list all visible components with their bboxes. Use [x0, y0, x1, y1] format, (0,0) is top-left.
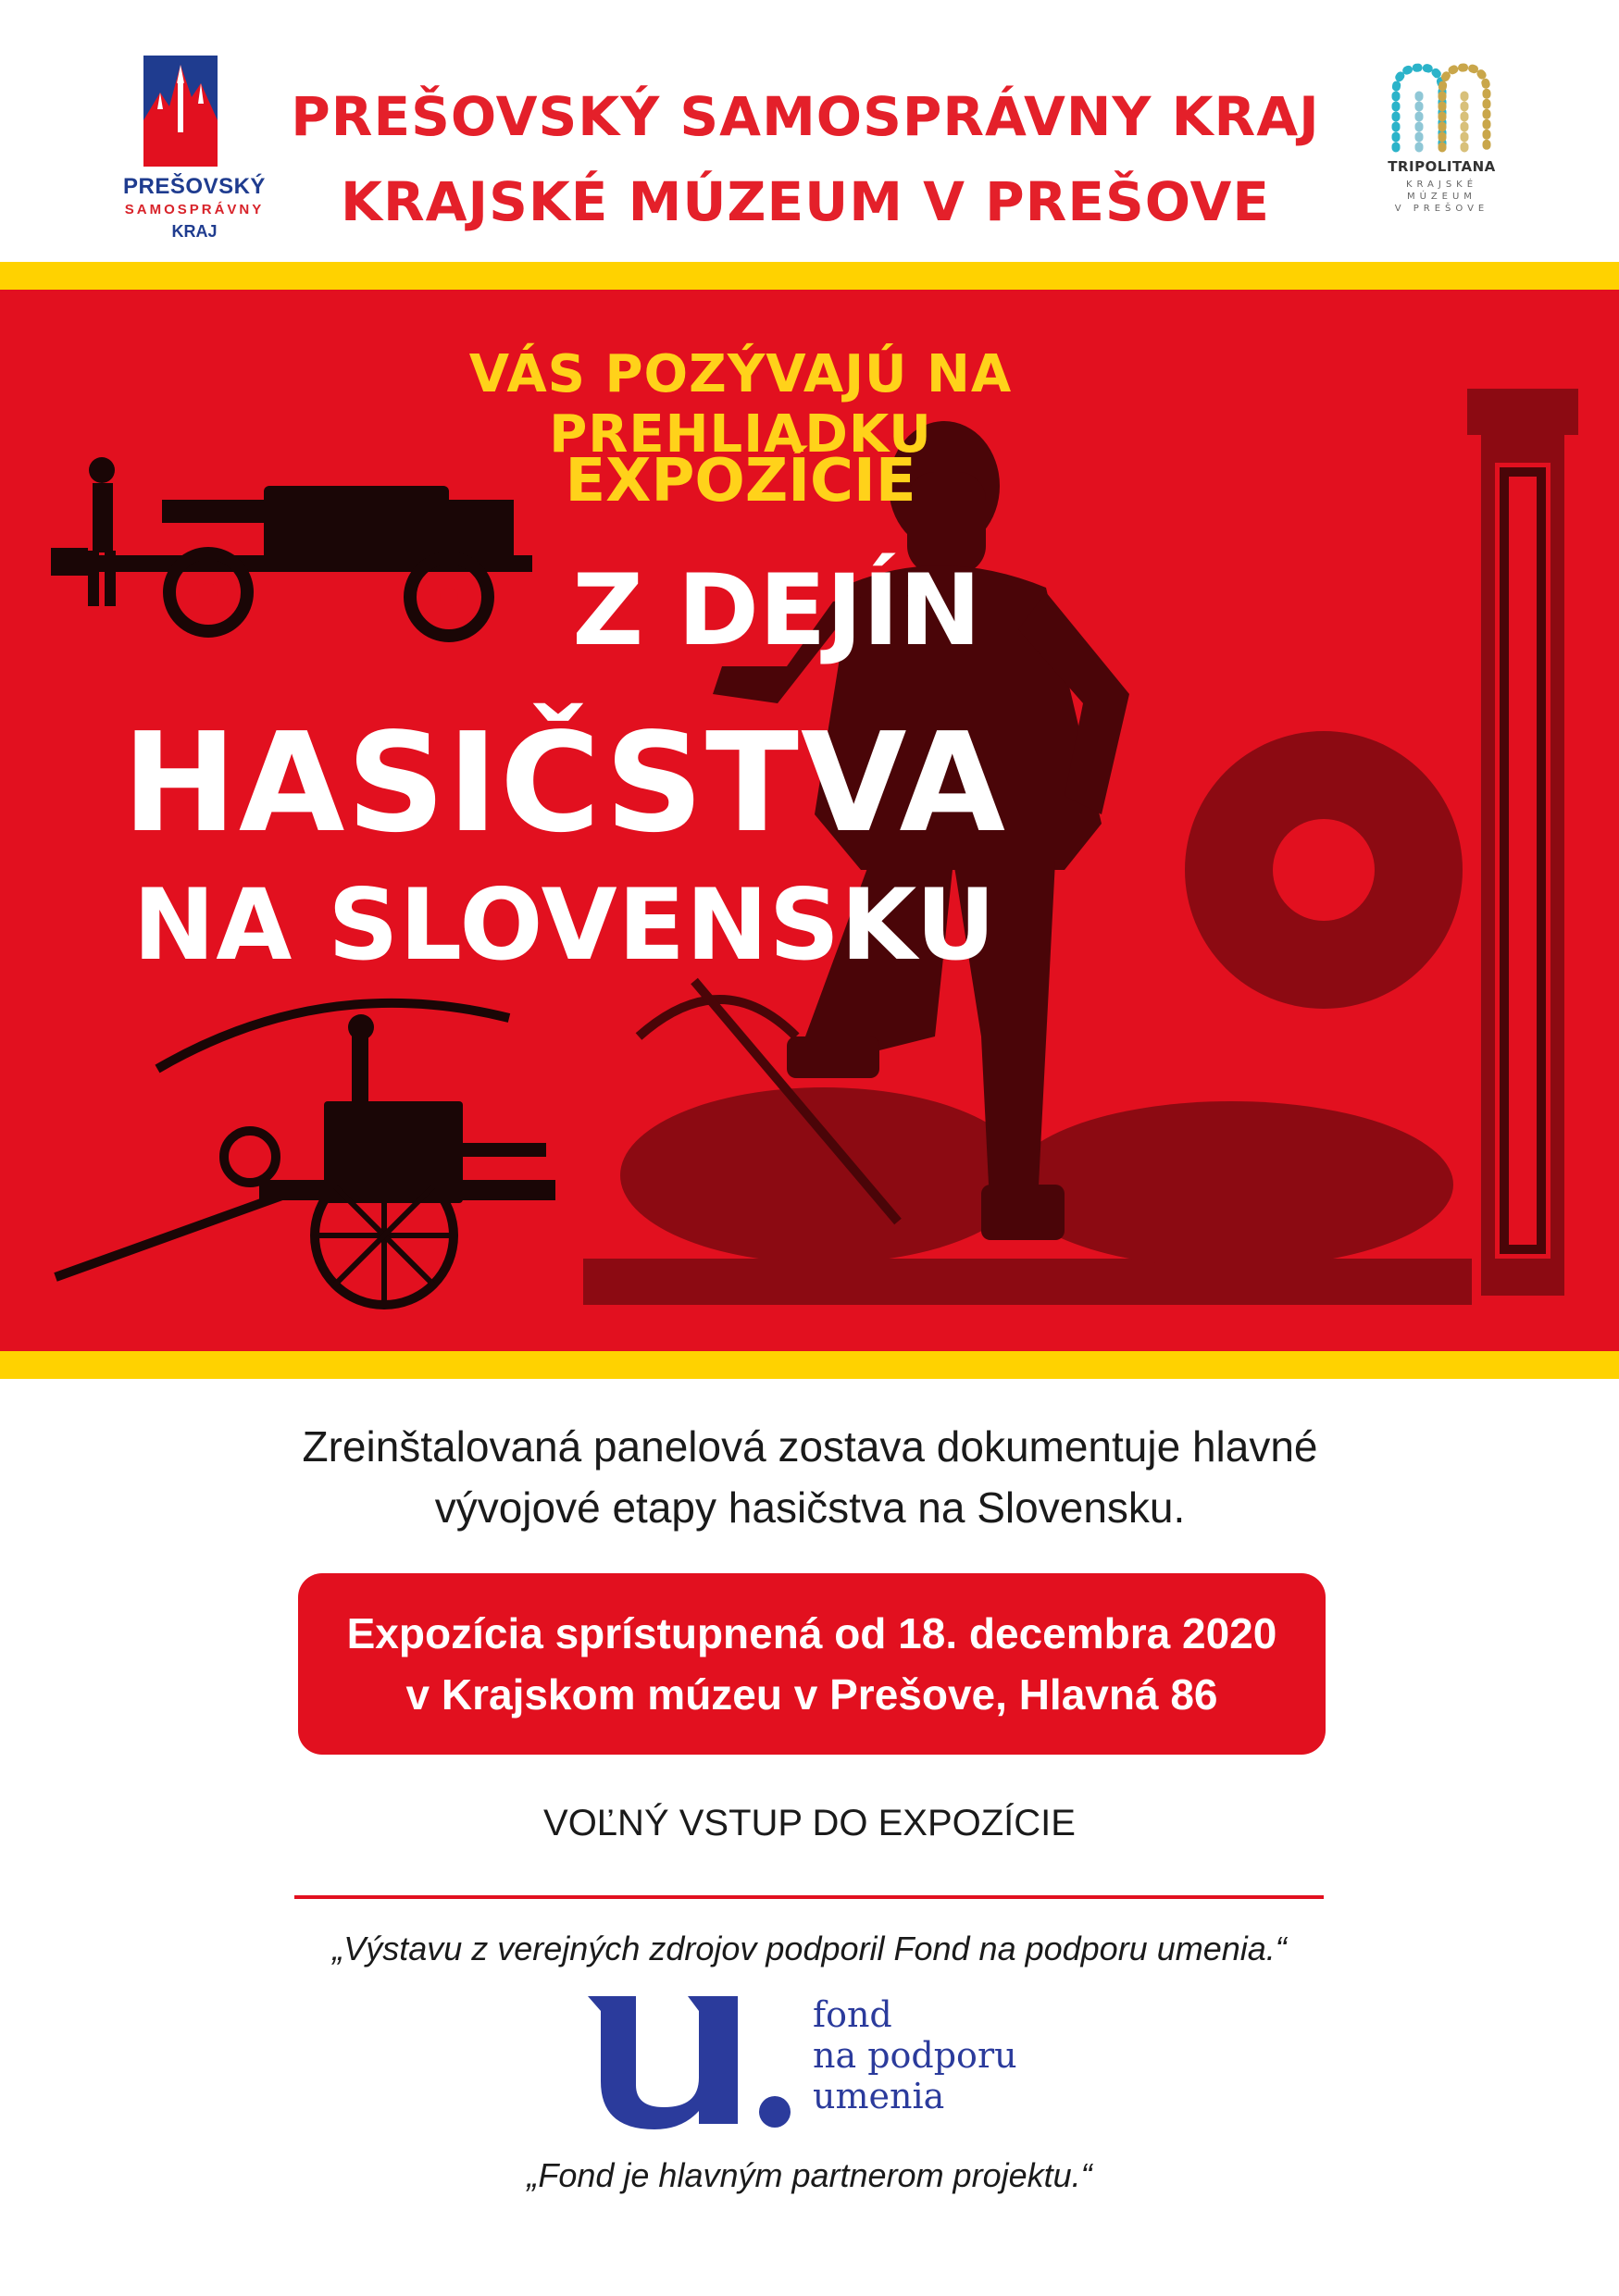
- red-divider: [294, 1895, 1324, 1899]
- tripolitana-sub1: KRAJSKÉ: [1405, 180, 1478, 190]
- exhibition-title-line3: NA SLOVENSKU: [132, 868, 997, 982]
- opening-info-text: [298, 1603, 1326, 1725]
- fond-logo-line2: na podporu: [813, 2035, 1017, 2076]
- fond-u-logo-icon: [579, 1985, 801, 2133]
- tripolitana-sub3: V PREŠOVE: [1394, 204, 1489, 214]
- header-title-line1: PREŠOVSKÝ SAMOSPRÁVNY KRAJ: [291, 85, 1320, 148]
- presov-region-logo: [123, 56, 268, 241]
- top-yellow-stripe: [0, 262, 1619, 290]
- fond-logo-line1: fond: [813, 1994, 892, 2035]
- tripolitana-logo: [1361, 60, 1523, 222]
- description-line1: Zreinštalovaná panelová zostava dokumentuje hlavné: [302, 1422, 1318, 1471]
- tripolitana-name: TRIPOLITANA: [1388, 158, 1496, 175]
- opening-info-box: [298, 1573, 1326, 1755]
- exhibition-title-line1: Z DEJÍN: [572, 553, 981, 667]
- support-note: „Výstavu z verejných zdrojov podporil Fond na podporu umenia.“: [332, 1930, 1287, 1967]
- presov-region-emblem-icon: [143, 56, 218, 167]
- psk-logo-line2: SAMOSPRÁVNY: [124, 202, 265, 217]
- fond-logo-line3: umenia: [813, 2076, 945, 2116]
- description-line2: vývojové etapy hasičstva na Slovensku.: [434, 1483, 1186, 1532]
- invite-text: VÁS POZÝVAJÚ NA PREHLIADKU: [468, 344, 1013, 465]
- partner-note: „Fond je hlavným partnerom projektu.“: [527, 2156, 1092, 2194]
- tripolitana-sub2: MÚZEUM: [1407, 192, 1476, 202]
- free-entry-text: VOĽNÝ VSTUP DO EXPOZÍCIE: [543, 1803, 1076, 1843]
- bottom-yellow-stripe: [0, 1351, 1619, 1379]
- fond-logo-text: [813, 1994, 1017, 2116]
- description: [139, 1416, 1481, 1538]
- psk-logo-line3: KRAJ: [171, 222, 218, 241]
- psk-logo-line1: PREŠOVSKÝ: [123, 174, 266, 199]
- hand-pump-illustration: [46, 981, 565, 1323]
- header-title-line2: KRAJSKÉ MÚZEUM V PREŠOVE: [341, 170, 1270, 233]
- opening-info-line2: v Krajskom múzeu v Prešove, Hlavná 86: [405, 1670, 1218, 1719]
- tripolitana-logo-icon: [1389, 60, 1495, 153]
- opening-info-line1: Expozícia sprístupnená od 18. decembra 2020: [346, 1609, 1277, 1657]
- exhibition-title-line2: HASIČSTVA: [121, 703, 1007, 863]
- tripolitana-subtitle: [1361, 179, 1523, 215]
- header-title: [268, 74, 1342, 244]
- expo-label: EXPOZÍCIE: [565, 447, 916, 515]
